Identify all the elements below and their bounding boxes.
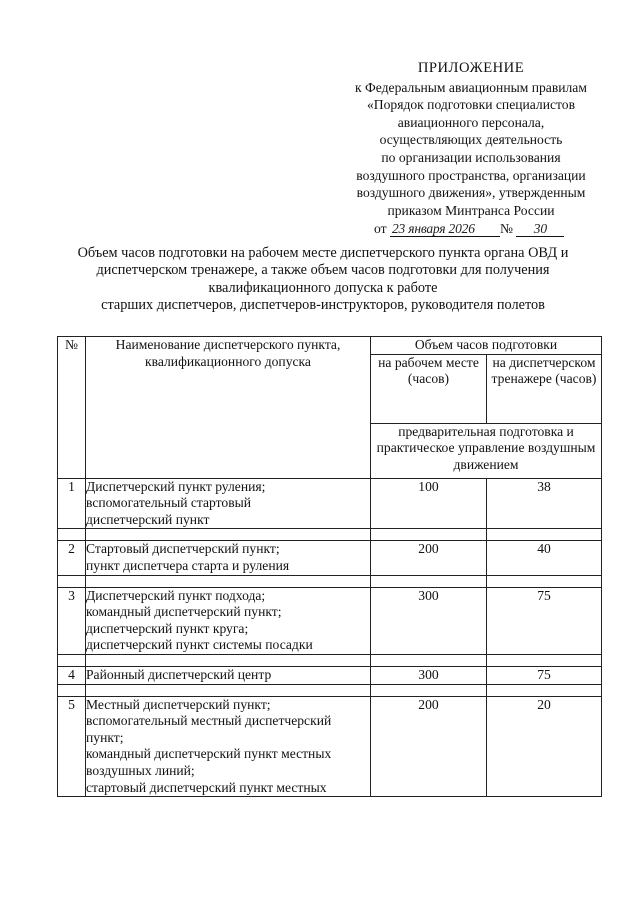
- row-trainer-hours: 20: [487, 696, 602, 797]
- title-line: Объем часов подготовки на рабочем месте диспетчерского пункта органа ОВД и: [77, 245, 569, 261]
- row-number: 2: [58, 541, 86, 575]
- row-workplace-hours: 100: [371, 478, 487, 529]
- row-spacer: [58, 529, 602, 541]
- training-hours-table: [57, 336, 602, 797]
- header-point-name: Наименование диспетчерского пункта, квалификационного допуска: [86, 337, 371, 479]
- row-trainer-hours: 40: [487, 541, 602, 575]
- row-workplace-hours: 300: [371, 587, 487, 654]
- table-row: [58, 587, 602, 654]
- row-point-name: [86, 587, 371, 654]
- row-spacer: [58, 654, 602, 666]
- order-number-handwritten: 30: [516, 222, 564, 237]
- row-number: 5: [58, 696, 86, 797]
- appendix-line: воздушного движения», утвержденным: [356, 185, 586, 201]
- table-body: [58, 478, 602, 797]
- spacer-cell: [371, 529, 487, 541]
- order-number-label: №: [499, 221, 513, 237]
- row-trainer-hours: 38: [487, 478, 602, 529]
- document-title: [40, 245, 606, 315]
- header-workplace: на рабочем месте (часов): [371, 354, 487, 423]
- spacer-cell: [86, 575, 371, 587]
- row-workplace-hours: 200: [371, 541, 487, 575]
- spacer-cell: [58, 684, 86, 696]
- spacer-cell: [86, 654, 371, 666]
- row-number: 4: [58, 666, 86, 684]
- appendix-line: осуществляющих деятельность: [379, 132, 563, 148]
- spacer-cell: [58, 575, 86, 587]
- row-trainer-hours: 75: [487, 666, 602, 684]
- point-name-line: диспетчерский пункт: [86, 511, 210, 527]
- point-name-line: командный диспетчерский пункт;: [86, 604, 282, 620]
- point-name-line: воздушных линий;: [86, 762, 195, 778]
- point-name-line: вспомогательный стартовый: [86, 495, 252, 511]
- order-prefix: от: [374, 221, 387, 237]
- row-point-name: [86, 696, 371, 797]
- spacer-cell: [371, 684, 487, 696]
- point-name-line: стартовый диспетчерский пункт местных: [86, 779, 327, 795]
- order-reference: [332, 220, 610, 238]
- appendix-heading: ПРИЛОЖЕНИЕ: [417, 60, 525, 76]
- title-line: квалификационного допуска к работе: [208, 279, 438, 296]
- row-point-name: [86, 478, 371, 529]
- table-row: [58, 666, 602, 684]
- table-header-row: [58, 337, 602, 355]
- header-number: №: [58, 337, 86, 479]
- appendix-line: воздушного пространства, организации: [356, 167, 586, 183]
- title-line: диспетчерском тренажере, а также объем часов подготовки для получения: [96, 262, 550, 279]
- point-name-line: пункт диспетчера старта и руления: [86, 557, 290, 573]
- spacer-cell: [487, 654, 602, 666]
- point-name-line: Диспетчерский пункт руления;: [86, 478, 266, 494]
- spacer-cell: [371, 654, 487, 666]
- spacer-cell: [86, 684, 371, 696]
- header-subheading: предварительная подготовка и практическое управление воздушным движением: [371, 423, 602, 478]
- table-row: [58, 478, 602, 529]
- header-trainer: на диспетчерском тренажере (часов): [487, 354, 602, 423]
- row-workplace-hours: 200: [371, 696, 487, 797]
- order-date-handwritten: 23 января 2026: [390, 222, 500, 237]
- row-spacer: [58, 684, 602, 696]
- spacer-cell: [58, 654, 86, 666]
- point-name-line: командный диспетчерский пункт местных: [86, 746, 332, 762]
- table-row: [58, 696, 602, 797]
- table-row: [58, 541, 602, 575]
- row-trainer-hours: 75: [487, 587, 602, 654]
- spacer-cell: [86, 529, 371, 541]
- row-spacer: [58, 575, 602, 587]
- spacer-cell: [371, 575, 487, 587]
- row-number: 1: [58, 478, 86, 529]
- spacer-cell: [487, 575, 602, 587]
- point-name-line: вспомогательный местный диспетчерский: [86, 713, 332, 729]
- point-name-line: Диспетчерский пункт подхода;: [86, 587, 266, 603]
- row-number: 3: [58, 587, 86, 654]
- point-name-line: Местный диспетчерский пункт;: [86, 696, 271, 712]
- appendix-line: по организации использования: [381, 149, 561, 165]
- header-volume: Объем часов подготовки: [371, 337, 602, 355]
- appendix-line: авиационного персонала,: [397, 114, 545, 130]
- spacer-cell: [487, 684, 602, 696]
- point-name-line: пункт;: [86, 729, 124, 745]
- point-name-line: Стартовый диспетчерский пункт;: [86, 541, 280, 557]
- spacer-cell: [487, 529, 602, 541]
- row-point-name: [86, 666, 371, 684]
- row-workplace-hours: 300: [371, 666, 487, 684]
- appendix-line: «Порядок подготовки специалистов: [367, 97, 575, 113]
- point-name-line: диспетчерский пункт круга;: [86, 620, 249, 636]
- spacer-cell: [58, 529, 86, 541]
- point-name-line: Районный диспетчерский центр: [86, 666, 272, 682]
- appendix-line: приказом Минтранса России: [387, 202, 555, 218]
- point-name-line: диспетчерский пункт системы посадки: [86, 637, 313, 653]
- title-line: старших диспетчеров, диспетчеров-инструкторов, руководителя полетов: [101, 297, 545, 314]
- appendix-header: [332, 60, 610, 238]
- appendix-line: к Федеральным авиационным правилам: [355, 79, 587, 95]
- row-point-name: [86, 541, 371, 575]
